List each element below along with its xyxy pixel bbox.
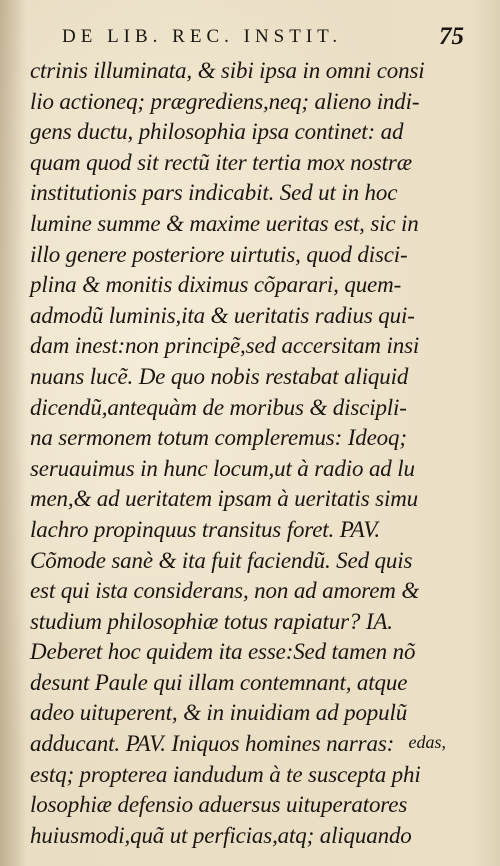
- text-line: nuans lucẽ. De quo nobis restabat aliquid: [30, 363, 409, 389]
- text-line: Cõmode sanè & ita fuit faciendũ. Sed quis: [30, 547, 413, 573]
- page-header: [62, 23, 464, 50]
- text-line: admodũ luminis,ita & ueritatis radius qui-: [30, 302, 415, 328]
- gutter-shadow: [0, 0, 26, 866]
- text-line: losophiæ defensio aduersus uituperatores: [30, 792, 408, 818]
- text-line: plina & monitis diximus cõparari, quem-: [30, 272, 402, 298]
- catchword: edas,: [408, 732, 446, 752]
- text-line: adeo uituperent, & in inuidiam ad populũ: [30, 700, 408, 726]
- text-line: lumine summe & maxime ueritas est, sic in: [30, 210, 419, 236]
- text-line: quam quod sit rectũ iter tertia mox nostræ: [30, 149, 412, 175]
- text-line: huiusmodi,quã ut perficias,atq; aliquando: [30, 822, 412, 848]
- text-line: desunt Paule qui illam contemnant, atque: [30, 669, 408, 695]
- page-number: 75: [439, 23, 464, 50]
- text-line: dicendũ,antequàm de moribus & discipli-: [30, 394, 407, 420]
- running-head: DE LIB. REC. INSTIT.: [62, 26, 343, 47]
- text-line: dam inest:non principẽ,sed accersitam insi: [30, 333, 420, 359]
- text-line: estq; propterea iandudum à te suscepta phi: [30, 761, 421, 787]
- text-line: men,& ad ueritatem ipsam à ueritatis simu: [30, 486, 419, 512]
- text-line: studium philosophiæ totus rapiatur? IA.: [30, 608, 393, 634]
- text-block: [30, 56, 450, 851]
- text-line: lachro propinquus transitus foret. PAV.: [30, 516, 380, 542]
- text-line: illo genere posteriore uirtutis, quod disci-: [30, 241, 408, 267]
- text-line: est qui ista considerans, non ad amorem &: [30, 578, 420, 604]
- text-line: adducant. PAV. Iniquos homines narras:: [30, 731, 395, 757]
- text-line: Deberet hoc quidem ita esse:Sed tamen nõ: [30, 639, 416, 665]
- text-line: lio actioneq; prægrediens,neq; alieno indi-: [30, 88, 420, 114]
- text-line: na sermonem totum compleremus: Ideoq;: [30, 425, 407, 451]
- text-line: seruauimus in hunc locum,ut à radio ad lu: [30, 455, 415, 481]
- text-line: ctrinis illuminata, & sibi ipsa in omni consi: [30, 58, 425, 83]
- text-line: gens ductu, philosophia ipsa continet: ad: [30, 119, 404, 145]
- text-line: institutionis pars indicabit. Sed ut in hoc: [30, 180, 398, 206]
